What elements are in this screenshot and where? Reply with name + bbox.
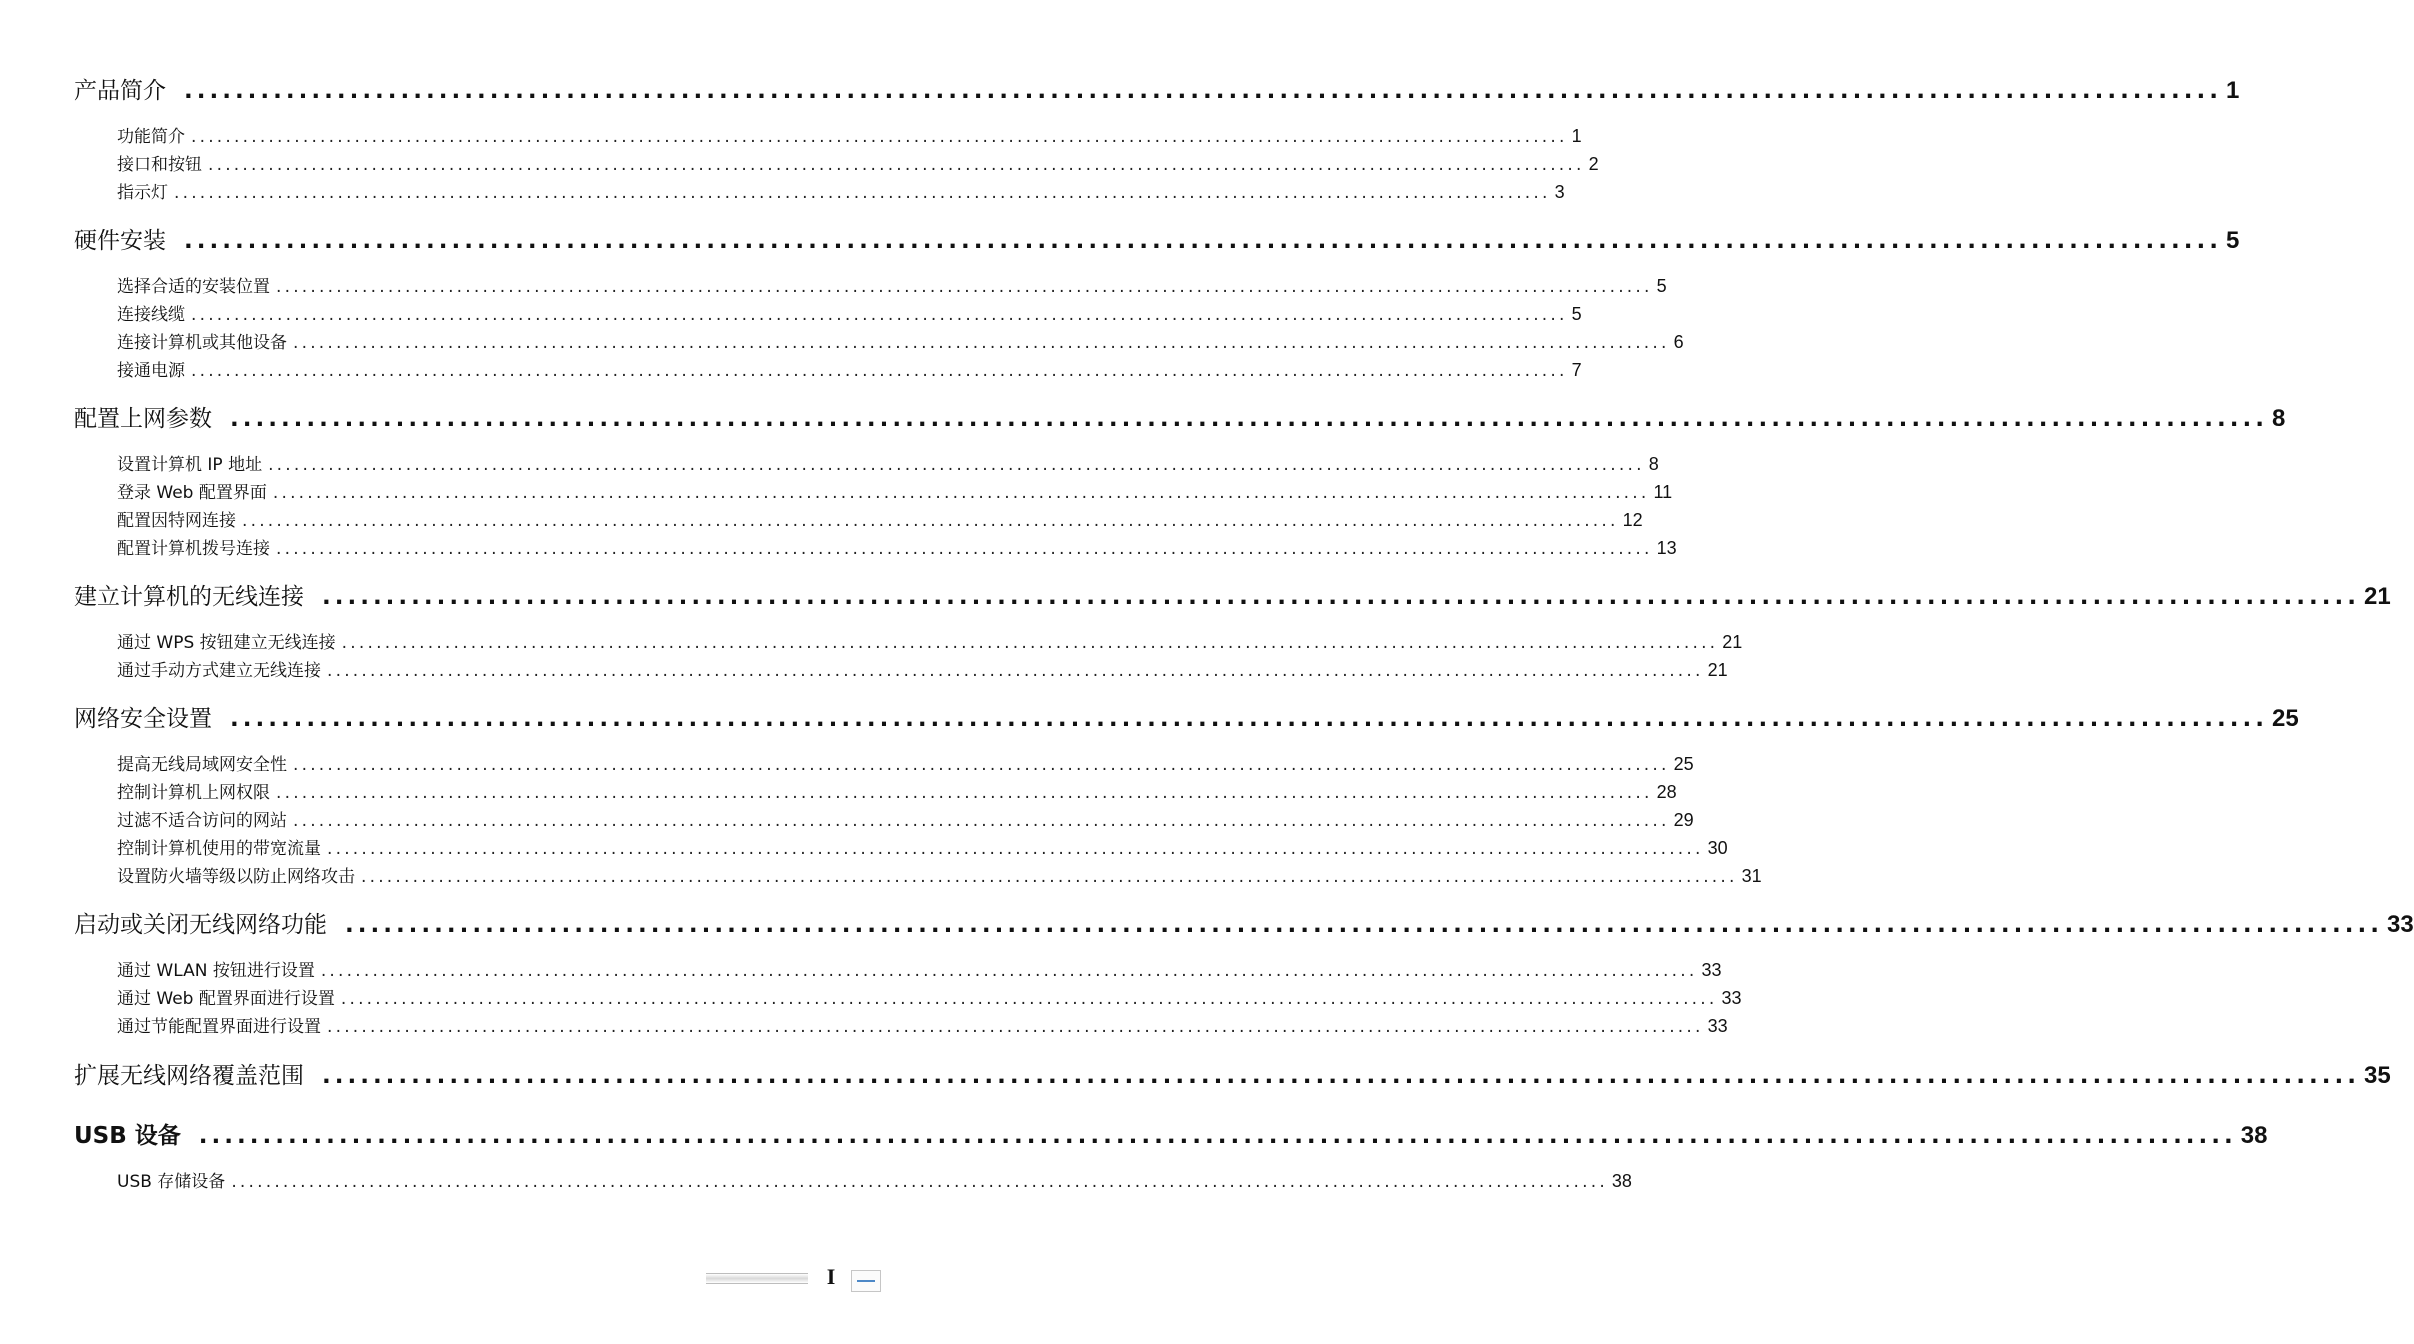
- page-number: 3: [1554, 182, 1565, 202]
- toc-section-row[interactable]: [117, 656, 1728, 681]
- toc-section-row[interactable]: [117, 356, 1582, 381]
- page-number: 38: [2240, 1122, 2268, 1149]
- toc-section-row[interactable]: [117, 1167, 1632, 1192]
- page-number: 31: [1741, 866, 1762, 886]
- leader-dots: ................................................................................................................................................................: [293, 755, 1670, 775]
- leader-dots: ................................................................................................................................................................: [361, 867, 1738, 887]
- page-number: 1: [2225, 77, 2240, 104]
- section-title: 接通电源: [117, 361, 185, 381]
- toc-section-row[interactable]: [117, 534, 1677, 559]
- toc-section-row[interactable]: [117, 750, 1694, 775]
- leader-dots: ................................................................................................................................................................: [341, 633, 1719, 653]
- leader-dots: ................................................................................................................................................................: [230, 406, 2268, 432]
- section-title: 提高无线局域网安全性: [117, 755, 287, 775]
- leader-dots: ................................................................................................................................................................: [191, 305, 1568, 325]
- toc-section-row[interactable]: [117, 122, 1582, 147]
- toc-section-row[interactable]: [117, 984, 1742, 1009]
- leader-dots: ................................................................................................................................................................: [276, 539, 1653, 559]
- footer-page-number: I: [826, 1264, 836, 1289]
- chapter-title: 产品简介: [74, 78, 166, 104]
- leader-dots: ................................................................................................................................................................: [230, 706, 2268, 732]
- leader-dots: ................................................................................................................................................................: [268, 455, 1645, 475]
- page-number: 6: [1673, 332, 1684, 352]
- chapter-title: 配置上网参数: [74, 406, 212, 432]
- page-number: 25: [2271, 705, 2299, 732]
- chapter-title: 网络安全设置: [74, 706, 212, 732]
- leader-dots: ................................................................................................................................................................: [208, 155, 1585, 175]
- leader-dots: ................................................................................................................................................................: [184, 228, 2222, 254]
- footer-minus-icon: [851, 1270, 881, 1292]
- leader-dots: ................................................................................................................................................................: [327, 839, 1704, 859]
- toc-chapter-row[interactable]: [74, 700, 2299, 732]
- section-title: 接口和按钮: [117, 155, 202, 175]
- leader-dots: ................................................................................................................................................................: [242, 511, 1619, 531]
- chapter-title: 硬件安装: [74, 228, 166, 254]
- footer-decoration-bar: [706, 1273, 808, 1284]
- leader-dots: ................................................................................................................................................................: [231, 1172, 1608, 1192]
- toc-section-row[interactable]: [117, 806, 1694, 831]
- page-number: 28: [1656, 782, 1677, 802]
- toc-chapter-row[interactable]: [74, 72, 2240, 104]
- page-number: 21: [1722, 632, 1743, 652]
- section-title: 通过 Web 配置界面进行设置: [117, 989, 335, 1009]
- leader-dots: ................................................................................................................................................................: [320, 961, 1698, 981]
- leader-dots: ................................................................................................................................................................: [174, 183, 1551, 203]
- toc-section-row[interactable]: [117, 328, 1684, 353]
- toc-chapter-row[interactable]: [74, 578, 2391, 610]
- toc-section-row[interactable]: [117, 450, 1659, 475]
- leader-dots: ................................................................................................................................................................: [345, 912, 2383, 938]
- section-title: 通过 WLAN 按钮进行设置: [117, 961, 315, 981]
- page-number: 2: [1588, 154, 1599, 174]
- leader-dots: ................................................................................................................................................................: [276, 783, 1653, 803]
- toc-section-row[interactable]: [117, 1012, 1728, 1037]
- leader-dots: ................................................................................................................................................................: [327, 661, 1704, 681]
- section-title: USB 存储设备: [117, 1172, 226, 1192]
- page-number: 11: [1653, 482, 1673, 502]
- section-title: 控制计算机上网权限: [117, 783, 270, 803]
- section-title: 登录 Web 配置界面: [117, 483, 267, 503]
- leader-dots: ................................................................................................................................................................: [276, 277, 1653, 297]
- page-number: 13: [1656, 538, 1677, 558]
- section-title: 通过手动方式建立无线连接: [117, 661, 321, 681]
- page-number: 12: [1622, 510, 1643, 530]
- toc-section-row[interactable]: [117, 956, 1722, 981]
- page-number: 25: [1673, 754, 1694, 774]
- leader-dots: ................................................................................................................................................................: [198, 1123, 2237, 1149]
- section-title: 过滤不适合访问的网站: [117, 811, 287, 831]
- section-title: 设置计算机 IP 地址: [117, 455, 263, 475]
- toc-chapter-row[interactable]: [74, 906, 2414, 938]
- leader-dots: ................................................................................................................................................................: [272, 483, 1650, 503]
- leader-dots: ................................................................................................................................................................: [184, 78, 2222, 104]
- toc-section-row[interactable]: [117, 628, 1743, 653]
- leader-dots: ................................................................................................................................................................: [191, 361, 1568, 381]
- chapter-title: 扩展无线网络覆盖范围: [74, 1063, 304, 1089]
- toc-section-row[interactable]: [117, 862, 1762, 887]
- page-number: 33: [1707, 1016, 1728, 1036]
- section-title: 指示灯: [117, 183, 168, 203]
- page-number: 33: [2386, 911, 2414, 938]
- section-title: 通过 WPS 按钮建立无线连接: [117, 633, 336, 653]
- page-number: 5: [1656, 276, 1667, 296]
- page-number: 1: [1571, 126, 1582, 146]
- toc-section-row[interactable]: [117, 834, 1728, 859]
- leader-dots: ................................................................................................................................................................: [322, 584, 2360, 610]
- section-title: 连接计算机或其他设备: [117, 333, 287, 353]
- page-number: 8: [2271, 405, 2286, 432]
- chapter-title: USB 设备: [74, 1123, 181, 1149]
- toc-section-row[interactable]: [117, 478, 1673, 503]
- leader-dots: ................................................................................................................................................................: [327, 1017, 1704, 1037]
- section-title: 控制计算机使用的带宽流量: [117, 839, 321, 859]
- page-number: 21: [1707, 660, 1728, 680]
- page-number: 29: [1673, 810, 1694, 830]
- page-number: 5: [1571, 304, 1582, 324]
- section-title: 设置防火墙等级以防止网络攻击: [117, 867, 355, 887]
- section-title: 连接线缆: [117, 305, 185, 325]
- section-title: 选择合适的安装位置: [117, 277, 270, 297]
- toc-section-row[interactable]: [117, 272, 1667, 297]
- toc-chapter-row[interactable]: [74, 400, 2286, 432]
- toc-section-row[interactable]: [117, 778, 1677, 803]
- page-number: 8: [1648, 454, 1659, 474]
- page-number: 35: [2363, 1062, 2391, 1089]
- toc-section-row[interactable]: [117, 178, 1565, 203]
- toc-chapter-row[interactable]: [74, 222, 2240, 254]
- toc-section-row[interactable]: [117, 150, 1599, 175]
- page-number: 30: [1707, 838, 1728, 858]
- page-number: 7: [1571, 360, 1582, 380]
- page-number: 38: [1611, 1171, 1632, 1191]
- page-number: 21: [2363, 583, 2391, 610]
- toc-section-row[interactable]: [117, 300, 1582, 325]
- page-number: 33: [1721, 988, 1742, 1008]
- chapter-title: 建立计算机的无线连接: [74, 584, 304, 610]
- chapter-title: 启动或关闭无线网络功能: [74, 912, 327, 938]
- section-title: 配置因特网连接: [117, 511, 236, 531]
- page-number: 33: [1701, 960, 1722, 980]
- leader-dots: ................................................................................................................................................................: [293, 333, 1670, 353]
- toc-section-row[interactable]: [117, 506, 1643, 531]
- section-title: 通过节能配置界面进行设置: [117, 1017, 321, 1037]
- section-title: 配置计算机拨号连接: [117, 539, 270, 559]
- toc-chapter-row[interactable]: [74, 1057, 2391, 1089]
- leader-dots: ................................................................................................................................................................: [191, 127, 1568, 147]
- section-title: 功能简介: [117, 127, 185, 147]
- leader-dots: ................................................................................................................................................................: [293, 811, 1670, 831]
- page-number: 5: [2225, 227, 2240, 254]
- leader-dots: ................................................................................................................................................................: [340, 989, 1718, 1009]
- toc-chapter-row[interactable]: [74, 1117, 2268, 1149]
- leader-dots: ................................................................................................................................................................: [322, 1063, 2360, 1089]
